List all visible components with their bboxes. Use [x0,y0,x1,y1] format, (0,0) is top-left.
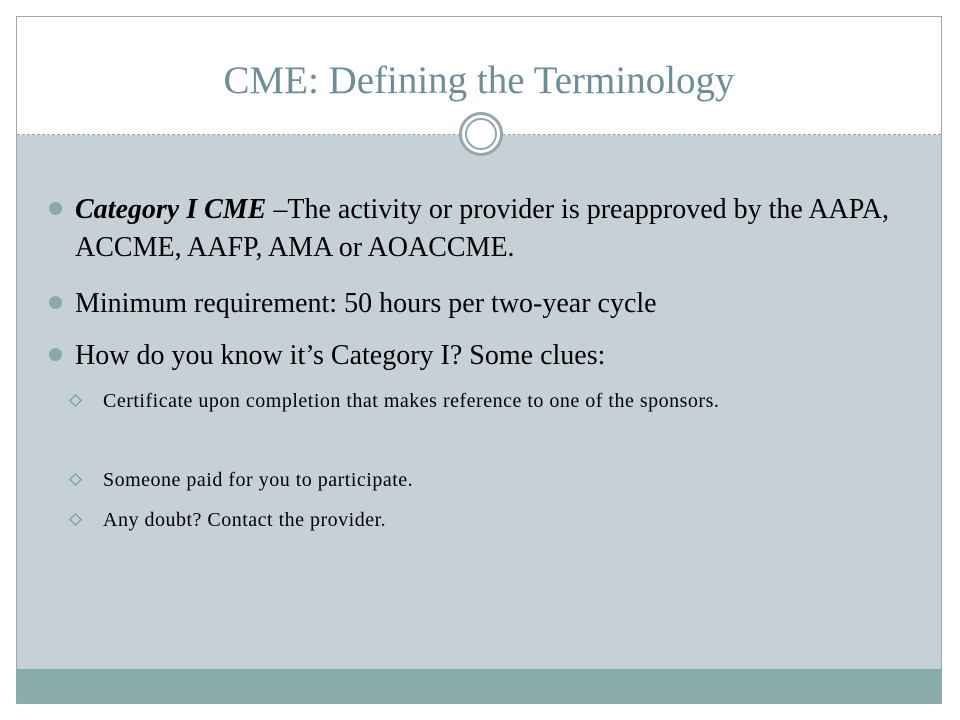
footer-band [17,669,941,703]
filled-circle-bullet-icon [49,202,62,215]
bullet-text: Minimum requirement: 50 hours per two-year cycle [75,288,657,319]
subbullet-text: Any doubt? Contact the provider. [103,509,387,531]
diamond-outline-bullet-icon [69,513,82,526]
bullet-text [75,191,909,267]
bullet-text: How do you know it’s Category I? Some clues: [75,340,606,371]
slide-title: CME: Defining the Terminology [223,59,735,102]
filled-circle-bullet-icon [49,348,62,361]
filled-circle-bullet-icon [49,296,62,309]
content-area [17,135,941,671]
emphasis-term: Category I CME [75,194,274,225]
subbullet-text: Certificate upon completion that makes reference to one of the sponsors. [103,390,720,412]
diamond-outline-bullet-icon [69,473,82,486]
diamond-outline-bullet-icon [69,394,82,407]
slide-frame [16,16,942,704]
subbullet-text: Someone paid for you to participate. [103,469,414,491]
double-circle-icon [459,112,503,156]
bullet-definition: –The activity or provider is preapproved by the AAPA, ACCME, AAFP, AMA or AOACCME. [75,194,889,263]
